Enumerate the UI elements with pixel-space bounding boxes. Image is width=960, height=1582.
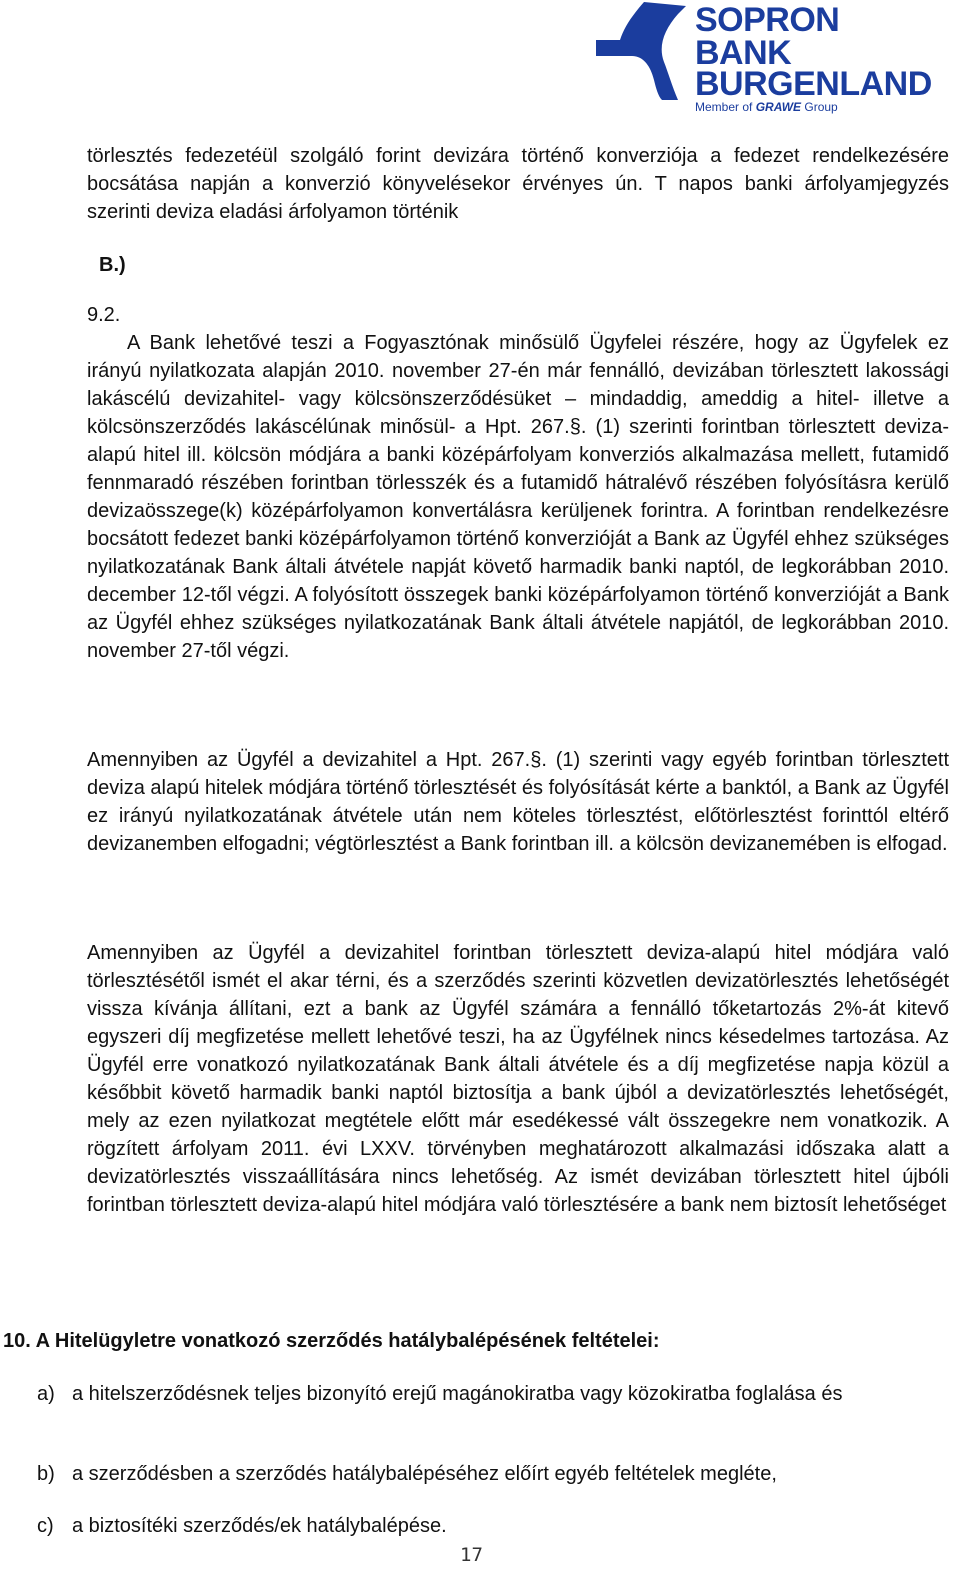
- paragraph-9-2: [87, 301, 949, 665]
- logo-text-sopron: SOPRON: [695, 1, 840, 39]
- logo-member-suffix: Group: [801, 100, 838, 114]
- paragraph-9-2-text: A Bank lehetővé teszi a Fogyasztónak minősülő Ügyfelei részére, hogy az Ügyfelek ez irányú nyilatkozata alapján 2010. november 27-én már fennálló, devizában törlesztett lakossági lakáscélú devizahitel- vagy kölcsönszerződésüket – mindaddig, ameddig a hitel- illetve a kölcsönszerződés lakáscélúnak minősül- a Hpt. 267.§. (1) szerinti forintban törlesztett deviza-alapú hitel ill. kölcsön módjára a banki középárfolyam konverziós alkalmazása mellett, futamidő fennmaradó részében forintban törlesszék és a futamidő hátralévő részében folyósításra kerülő devizaösszege(k) középárfolyamon konvertálásra kerüljenek forintra. A forintban rendelkezésre bocsátott fedezet banki középárfolyamon történő konverzióját a Bank az Ügyfél ehhez szükséges nyilatkozatának Bank általi átvétele napját követő harmadik banki naptól, de legkorábban 2010. december 12-től végzi. A folyósított összegek banki középárfolyamon történő konverzióját a Bank az Ügyfél ehhez szükséges nyilatkozatának Bank általi átvétele napjától, de legkorábban 2010. november 27-től végzi.: [87, 332, 949, 662]
- bank-logo: [592, 0, 937, 120]
- list-item-label-a: a): [37, 1383, 55, 1405]
- logo-text-burgenland: BURGENLAND: [695, 65, 932, 103]
- section-heading-b: B.): [99, 254, 126, 276]
- list-item-label-b: b): [37, 1463, 55, 1485]
- bank-logo-mark-icon: [592, 0, 692, 100]
- logo-member-line: [695, 101, 838, 113]
- paragraph-conversion: törlesztés fedezetéül szolgáló forint devizára történő konverziója a fedezet rendelkezésére bocsátása napján a konverzió könyvelésekor érvényes ún. T napos banki árfolyamjegyzés szerinti deviza eladási árfolyamon történik: [87, 145, 949, 223]
- list-item-text-b: a szerződésben a szerződés hatálybalépéséhez előírt egyéb feltételek megléte,: [72, 1463, 777, 1485]
- list-item-text-c: a biztosítéki szerződés/ek hatálybalépése.: [72, 1515, 447, 1537]
- paragraph-repayment: Amennyiben az Ügyfél a devizahitel a Hpt. 267.§. (1) szerinti vagy egyéb forintban törlesztett deviza alapú hitelek módjára történő törlesztését és folyósítását kérte a banktól, a Bank az Ügyfél ez irányú nyilatkozatának átvétele után nem köteles törlesztést, előtörlesztést forinttól eltérő devizanemben elfogadni; végtörlesztést a Bank forintban ill. a kölcsön devizanemében is elfogad.: [87, 749, 949, 855]
- section-number-9-2: 9.2.: [87, 304, 121, 326]
- list-item-text-a: a hitelszerződésnek teljes bizonyító erejű magánokiratba vagy közokiratba foglalása és: [72, 1383, 843, 1405]
- list-item-label-c: c): [37, 1515, 54, 1537]
- logo-member-brand: GRAWE: [755, 100, 802, 114]
- logo-text-bank: BANK: [695, 34, 792, 72]
- paragraph-return-to-currency: Amennyiben az Ügyfél a devizahitel forintban törlesztett deviza-alapú hitel módjára való törlesztésétől ismét el akar térni, és a szerződés szerinti közvetlen devizatörlesztés lehetőségét vissza kívánja állítani, ezt a bank az Ügyfél számára a fennálló tőketartozás 2%-át kitevő egyszeri díj megfizetése mellett lehetővé teszi, ha az Ügyfélnek nincs késedelmes tartozása. Az Ügyfél erre vonatkozó nyilatkozatának Bank általi átvétele és a díj megfizetése napja közül a későbbit követő harmadik banki naptól biztosítja a bank újból a devizatörlesztés lehetőségét, mely az ezen nyilatkozat megtétele előtt már esedékessé vált összegekre nem vonatkozik. A rögzített árfolyam 2011. évi LXXV. törvényben meghatározott alkalmazási időszaka alatt a devizatörlesztés visszaállítására nincs lehetőség. Az ismét devizában törlesztett hitel újbóli forintban törlesztett deviza-alapú hitel módjára való törlesztésére a bank nem biztosít lehetőséget: [87, 942, 949, 1216]
- page-number: 17: [460, 1544, 483, 1566]
- section-10-heading: 10. A Hitelügyletre vonatkozó szerződés hatálybalépésének feltételei:: [3, 1330, 660, 1352]
- logo-member-prefix: Member of: [695, 100, 756, 114]
